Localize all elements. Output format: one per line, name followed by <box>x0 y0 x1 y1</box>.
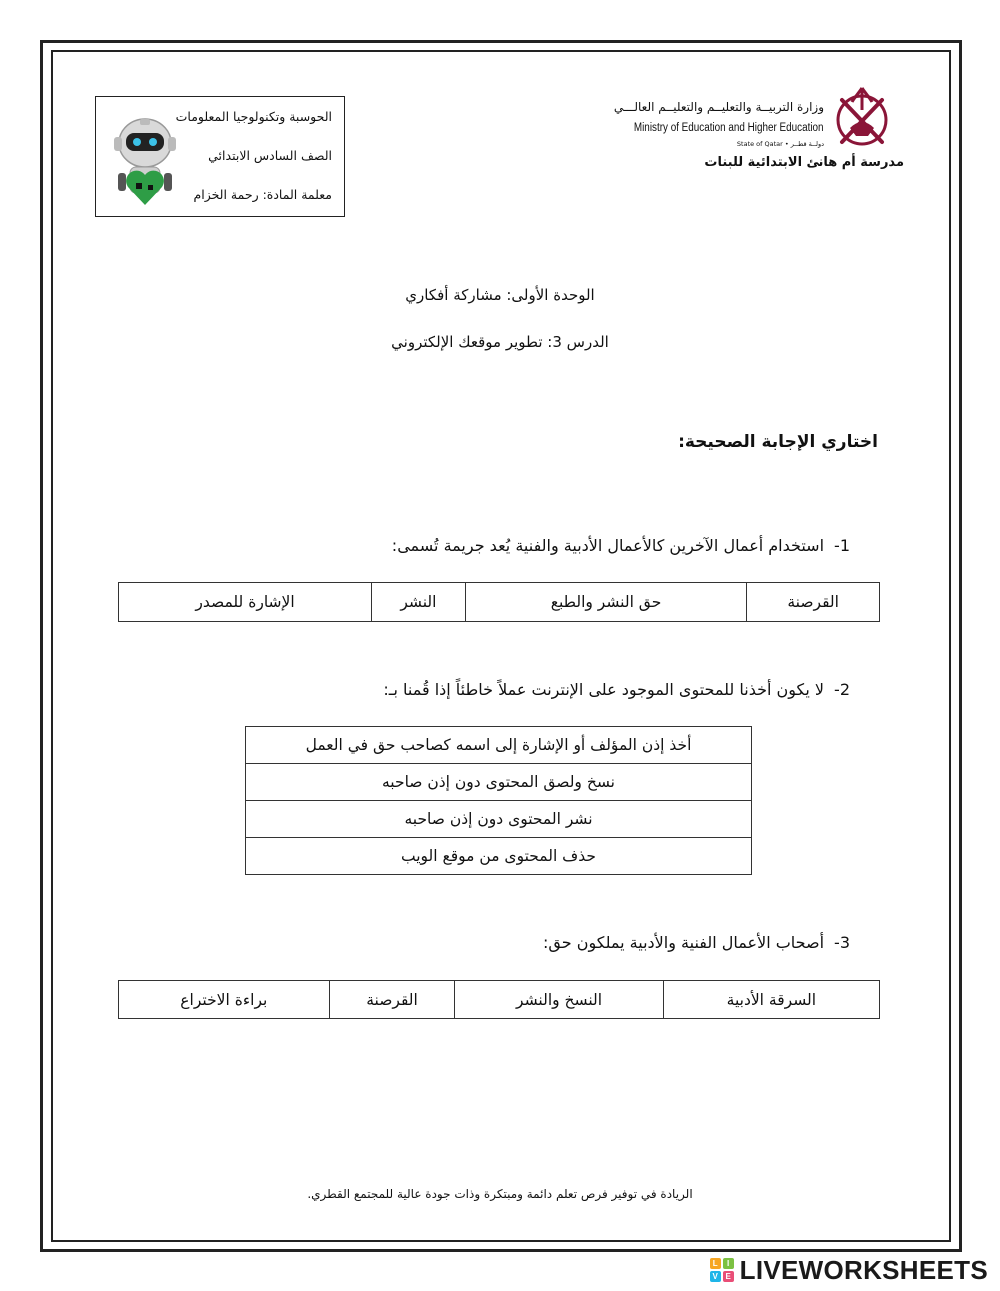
unit-title: الوحدة الأولى: مشاركة أفكاري <box>405 286 595 304</box>
option-cell[interactable]: القرصنة <box>747 583 880 622</box>
subject-name: الحوسبة وتكنولوجيا المعلومات <box>175 109 332 124</box>
badge-letter: L <box>710 1258 721 1269</box>
option-cell[interactable]: حذف المحتوى من موقع الويب <box>246 838 752 875</box>
liveworksheets-badge-icon <box>710 1258 734 1282</box>
robot-mascot-icon <box>110 113 180 209</box>
ministry-name-arabic: وزارة التربيــة والتعليــم والتعليــم العالـــي <box>613 100 824 114</box>
state-label: State of Qatar • دولــة قطــر <box>736 140 824 148</box>
badge-letter: I <box>723 1258 734 1269</box>
school-name: مدرسة أم هانئ الابتدائية للبنات <box>704 155 904 170</box>
footer-vision: الريادة في توفير فرص تعلم دائمة ومبتكرة وذات جودة عالية للمجتمع القطري. <box>307 1187 693 1201</box>
option-cell[interactable]: النسخ والنشر <box>455 981 663 1019</box>
ministry-name-english: Ministry of Education and Higher Education <box>634 122 824 134</box>
option-cell[interactable]: السرقة الأدبية <box>663 981 879 1019</box>
question-number: 1- <box>834 536 850 555</box>
option-cell[interactable]: براءة الاختراع <box>119 981 330 1019</box>
question-1-options <box>118 582 880 622</box>
option-cell[interactable]: النشر <box>372 583 466 622</box>
option-cell[interactable]: الإشارة للمصدر <box>119 583 372 622</box>
liveworksheets-wordmark: LIVEWORKSHEETS <box>739 1254 988 1285</box>
question-2 <box>383 680 850 699</box>
question-number: 3- <box>834 933 850 952</box>
option-cell[interactable]: حق النشر والطبع <box>465 583 747 622</box>
liveworksheets-logo <box>710 1256 988 1284</box>
question-text: أصحاب الأعمال الفنية والأدبية يملكون حق: <box>543 933 825 952</box>
teacher-name: معلمة المادة: رحمة الخزام <box>193 187 332 202</box>
badge-letter: V <box>710 1271 721 1282</box>
subject-info-box <box>95 96 345 217</box>
badge-letter: E <box>723 1271 734 1282</box>
qatar-emblem-icon <box>828 80 896 154</box>
question-3-options <box>118 980 880 1019</box>
ministry-header <box>613 80 904 190</box>
option-cell[interactable]: أخذ إذن المؤلف أو الإشارة إلى اسمه كصاحب حق في العمل <box>246 727 752 764</box>
page-border-inner <box>51 50 951 1242</box>
option-cell[interactable]: نشر المحتوى دون إذن صاحبه <box>246 801 752 838</box>
question-2-options <box>245 726 752 875</box>
question-text: استخدام أعمال الآخرين كالأعمال الأدبية والفنية يُعد جريمة تُسمى: <box>391 536 825 555</box>
grade-level: الصف السادس الابتدائي <box>208 148 332 163</box>
option-cell[interactable]: نسخ ولصق المحتوى دون إذن صاحبه <box>246 764 752 801</box>
question-text: لا يكون أخذنا للمحتوى الموجود على الإنترنت عملاً خاطئاً إذا قُمنا بـ: <box>383 680 825 699</box>
lesson-title: الدرس 3: تطوير موقعك الإلكتروني <box>391 333 609 351</box>
question-3 <box>543 933 850 952</box>
question-number: 2- <box>834 680 850 699</box>
instruction-text: اختاري الإجابة الصحيحة: <box>678 432 878 452</box>
option-cell[interactable]: القرصنة <box>329 981 455 1019</box>
question-1 <box>392 536 850 555</box>
